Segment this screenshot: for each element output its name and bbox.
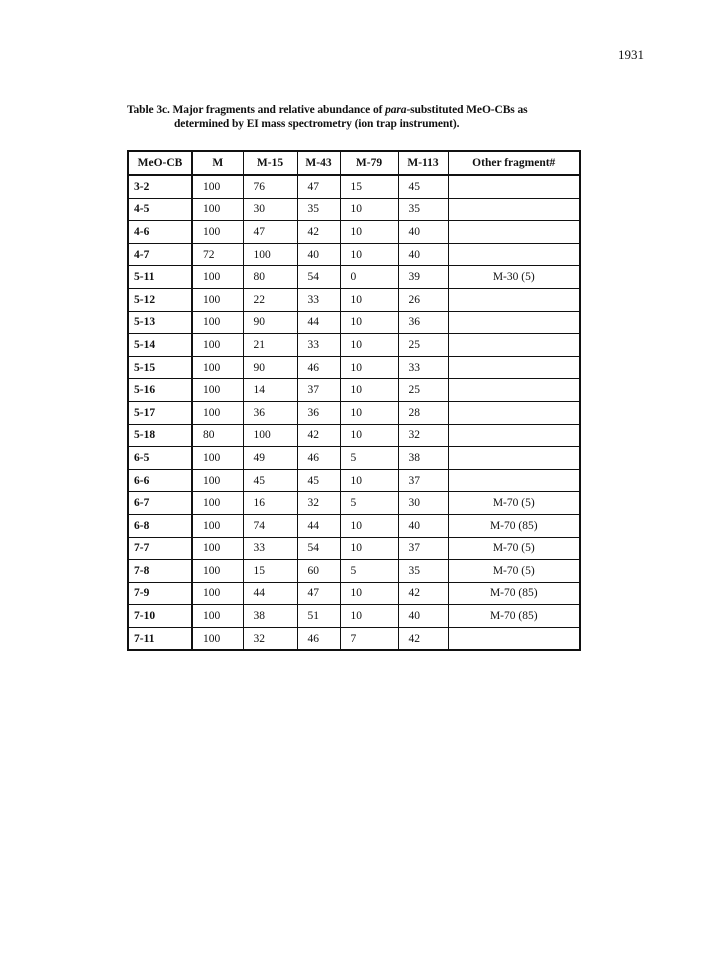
value-cell: 37: [398, 537, 448, 560]
value-cell: 25: [398, 334, 448, 357]
value-cell: 46: [297, 627, 340, 650]
row-label-cell: 7-8: [128, 560, 192, 583]
table-row: [128, 560, 580, 583]
value-cell: 33: [398, 356, 448, 379]
column-header: M-113: [398, 151, 448, 175]
value-cell: 100: [192, 266, 243, 289]
value-cell: 100: [192, 469, 243, 492]
value-cell: 37: [398, 469, 448, 492]
row-label-cell: 5-11: [128, 266, 192, 289]
other-fragment-cell: [448, 401, 580, 424]
value-cell: 100: [192, 492, 243, 515]
value-cell: 40: [398, 514, 448, 537]
value-cell: 72: [192, 243, 243, 266]
table-row: [128, 605, 580, 628]
row-label-cell: 5-17: [128, 401, 192, 424]
table-row: [128, 447, 580, 470]
value-cell: 5: [340, 560, 398, 583]
value-cell: 45: [398, 175, 448, 198]
value-cell: 42: [297, 221, 340, 244]
table-row: [128, 175, 580, 198]
table-row: [128, 492, 580, 515]
value-cell: 44: [243, 582, 297, 605]
column-header: MeO-CB: [128, 151, 192, 175]
other-fragment-cell: [448, 198, 580, 221]
value-cell: 46: [297, 356, 340, 379]
value-cell: 100: [192, 379, 243, 402]
value-cell: 36: [398, 311, 448, 334]
value-cell: 7: [340, 627, 398, 650]
row-label-cell: 4-6: [128, 221, 192, 244]
other-fragment-cell: [448, 311, 580, 334]
table-row: [128, 401, 580, 424]
other-fragment-cell: [448, 243, 580, 266]
value-cell: 5: [340, 447, 398, 470]
value-cell: 35: [297, 198, 340, 221]
row-label-cell: 7-7: [128, 537, 192, 560]
row-label-cell: 4-5: [128, 198, 192, 221]
value-cell: 21: [243, 334, 297, 357]
row-label-cell: 6-7: [128, 492, 192, 515]
row-label-cell: 7-9: [128, 582, 192, 605]
value-cell: 38: [243, 605, 297, 628]
table-row: [128, 514, 580, 537]
value-cell: 100: [192, 311, 243, 334]
value-cell: 54: [297, 266, 340, 289]
value-cell: 36: [297, 401, 340, 424]
value-cell: 74: [243, 514, 297, 537]
table-row: [128, 288, 580, 311]
value-cell: 45: [243, 469, 297, 492]
value-cell: 16: [243, 492, 297, 515]
other-fragment-cell: [448, 221, 580, 244]
value-cell: 10: [340, 514, 398, 537]
value-cell: 28: [398, 401, 448, 424]
value-cell: 60: [297, 560, 340, 583]
value-cell: 30: [398, 492, 448, 515]
value-cell: 100: [192, 447, 243, 470]
value-cell: 42: [398, 627, 448, 650]
column-header: Other fragment#: [448, 151, 580, 175]
row-label-cell: 5-13: [128, 311, 192, 334]
value-cell: 5: [340, 492, 398, 515]
value-cell: 35: [398, 198, 448, 221]
value-cell: 10: [340, 243, 398, 266]
row-label-cell: 7-11: [128, 627, 192, 650]
value-cell: 26: [398, 288, 448, 311]
other-fragment-cell: M-70 (5): [448, 537, 580, 560]
fragment-table: [127, 150, 581, 651]
value-cell: 33: [297, 334, 340, 357]
other-fragment-cell: [448, 379, 580, 402]
value-cell: 100: [192, 221, 243, 244]
row-label-cell: 5-12: [128, 288, 192, 311]
value-cell: 32: [243, 627, 297, 650]
other-fragment-cell: [448, 288, 580, 311]
value-cell: 100: [192, 560, 243, 583]
value-cell: 14: [243, 379, 297, 402]
value-cell: 47: [243, 221, 297, 244]
value-cell: 10: [340, 288, 398, 311]
value-cell: 10: [340, 605, 398, 628]
value-cell: 80: [192, 424, 243, 447]
value-cell: 22: [243, 288, 297, 311]
table-row: [128, 424, 580, 447]
value-cell: 10: [340, 356, 398, 379]
value-cell: 36: [243, 401, 297, 424]
table-row: [128, 243, 580, 266]
table-row: [128, 198, 580, 221]
value-cell: 15: [340, 175, 398, 198]
table-row: [128, 627, 580, 650]
other-fragment-cell: M-30 (5): [448, 266, 580, 289]
table-row: [128, 379, 580, 402]
caption-line-1: Table 3c. Major fragments and relative abundance of para-substituted MeO-CBs as: [127, 104, 528, 116]
caption-line-2: determined by EI mass spectrometry (ion trap instrument).: [174, 118, 460, 130]
value-cell: 100: [192, 198, 243, 221]
value-cell: 15: [243, 560, 297, 583]
value-cell: 100: [192, 175, 243, 198]
table-row: [128, 266, 580, 289]
other-fragment-cell: [448, 447, 580, 470]
value-cell: 10: [340, 311, 398, 334]
table-row: [128, 221, 580, 244]
value-cell: 10: [340, 401, 398, 424]
value-cell: 44: [297, 514, 340, 537]
row-label-cell: 5-18: [128, 424, 192, 447]
other-fragment-cell: [448, 356, 580, 379]
other-fragment-cell: M-70 (5): [448, 492, 580, 515]
value-cell: 76: [243, 175, 297, 198]
other-fragment-cell: [448, 175, 580, 198]
other-fragment-cell: [448, 627, 580, 650]
value-cell: 42: [398, 582, 448, 605]
value-cell: 39: [398, 266, 448, 289]
value-cell: 10: [340, 334, 398, 357]
row-label-cell: 3-2: [128, 175, 192, 198]
row-label-cell: 7-10: [128, 605, 192, 628]
row-label-cell: 5-16: [128, 379, 192, 402]
table-row: [128, 537, 580, 560]
value-cell: 46: [297, 447, 340, 470]
value-cell: 40: [398, 243, 448, 266]
value-cell: 40: [398, 605, 448, 628]
table-body: [128, 175, 580, 650]
value-cell: 49: [243, 447, 297, 470]
value-cell: 30: [243, 198, 297, 221]
value-cell: 40: [297, 243, 340, 266]
value-cell: 25: [398, 379, 448, 402]
value-cell: 42: [297, 424, 340, 447]
value-cell: 40: [398, 221, 448, 244]
value-cell: 10: [340, 469, 398, 492]
table-row: [128, 311, 580, 334]
column-header: M-15: [243, 151, 297, 175]
value-cell: 33: [297, 288, 340, 311]
value-cell: 10: [340, 537, 398, 560]
other-fragment-cell: [448, 469, 580, 492]
value-cell: 44: [297, 311, 340, 334]
value-cell: 10: [340, 424, 398, 447]
other-fragment-cell: M-70 (85): [448, 582, 580, 605]
value-cell: 47: [297, 582, 340, 605]
value-cell: 100: [192, 627, 243, 650]
row-label-cell: 5-15: [128, 356, 192, 379]
row-label-cell: 6-5: [128, 447, 192, 470]
value-cell: 38: [398, 447, 448, 470]
value-cell: 10: [340, 582, 398, 605]
value-cell: 37: [297, 379, 340, 402]
row-label-cell: 5-14: [128, 334, 192, 357]
value-cell: 90: [243, 356, 297, 379]
other-fragment-cell: M-70 (85): [448, 605, 580, 628]
other-fragment-cell: M-70 (85): [448, 514, 580, 537]
other-fragment-cell: [448, 424, 580, 447]
value-cell: 100: [192, 401, 243, 424]
value-cell: 33: [243, 537, 297, 560]
value-cell: 54: [297, 537, 340, 560]
value-cell: 100: [192, 334, 243, 357]
row-label-cell: 4-7: [128, 243, 192, 266]
column-header: M-43: [297, 151, 340, 175]
value-cell: 35: [398, 560, 448, 583]
other-fragment-cell: M-70 (5): [448, 560, 580, 583]
value-cell: 32: [297, 492, 340, 515]
value-cell: 100: [243, 424, 297, 447]
table-row: [128, 582, 580, 605]
value-cell: 100: [243, 243, 297, 266]
value-cell: 10: [340, 221, 398, 244]
value-cell: 10: [340, 198, 398, 221]
value-cell: 100: [192, 514, 243, 537]
table-header-row: [128, 151, 580, 175]
value-cell: 100: [192, 356, 243, 379]
table-row: [128, 356, 580, 379]
value-cell: 10: [340, 379, 398, 402]
other-fragment-cell: [448, 334, 580, 357]
row-label-cell: 6-6: [128, 469, 192, 492]
value-cell: 45: [297, 469, 340, 492]
value-cell: 100: [192, 288, 243, 311]
value-cell: 80: [243, 266, 297, 289]
table-row: [128, 469, 580, 492]
value-cell: 100: [192, 605, 243, 628]
value-cell: 100: [192, 582, 243, 605]
value-cell: 47: [297, 175, 340, 198]
row-label-cell: 6-8: [128, 514, 192, 537]
column-header: M-79: [340, 151, 398, 175]
value-cell: 90: [243, 311, 297, 334]
value-cell: 32: [398, 424, 448, 447]
value-cell: 0: [340, 266, 398, 289]
column-header: M: [192, 151, 243, 175]
value-cell: 100: [192, 537, 243, 560]
page-number: 1931: [618, 47, 644, 62]
value-cell: 51: [297, 605, 340, 628]
table-caption: [127, 103, 527, 131]
table-row: [128, 334, 580, 357]
